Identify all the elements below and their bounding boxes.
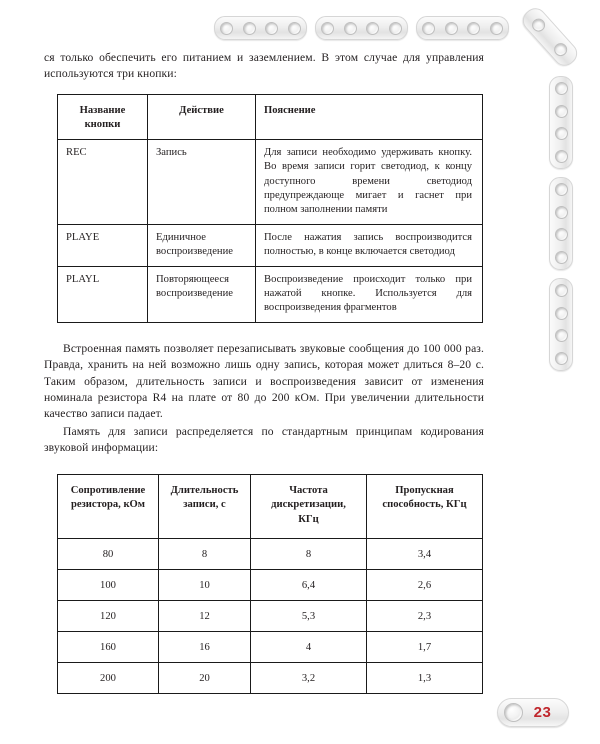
cell-sample-rate: 6,4 bbox=[251, 570, 367, 601]
header-line-2: способность, КГц bbox=[382, 499, 467, 511]
cell-action: Запись bbox=[148, 139, 256, 224]
cell-resistance: 200 bbox=[58, 663, 159, 694]
header-line-2: записи, с bbox=[183, 499, 226, 511]
beam-hole bbox=[555, 150, 568, 163]
cell-explanation: Для записи необходимо удерживать кнопку. Во время записи горит светодиод, к концу доступного времени светодиод предупреждающе мигает и гаснет при полном заполнении памяти bbox=[256, 139, 483, 224]
header-line-2: дискретизации, bbox=[271, 499, 346, 511]
paragraph-coding: Память для записи распределяется по стандартным принципам кодирования звуковой информации: bbox=[44, 425, 484, 455]
cell-sample-rate: 5,3 bbox=[251, 601, 367, 632]
header-line-1: Пропускная bbox=[395, 485, 454, 496]
beam-hole bbox=[552, 40, 570, 58]
beam-hole bbox=[467, 22, 480, 35]
beam-hole bbox=[555, 307, 568, 320]
col-header-button-name bbox=[58, 95, 148, 140]
header-line-1: Название bbox=[79, 105, 126, 116]
col-header-sample-rate bbox=[251, 475, 367, 539]
cell-resistance: 80 bbox=[58, 539, 159, 570]
table-row bbox=[58, 266, 483, 322]
memory-encoding-table bbox=[57, 474, 483, 694]
table-row bbox=[58, 224, 483, 266]
beam-hole bbox=[555, 127, 568, 140]
col-header-bandwidth bbox=[367, 475, 483, 539]
col-header-duration bbox=[159, 475, 251, 539]
header-line-3: КГц bbox=[298, 513, 319, 525]
beam-hole bbox=[445, 22, 458, 35]
beam-horizontal-3 bbox=[416, 16, 509, 40]
beam-hole bbox=[555, 206, 568, 219]
cell-bandwidth: 3,4 bbox=[367, 539, 483, 570]
beam-hole bbox=[555, 352, 568, 365]
beam-horizontal-1 bbox=[214, 16, 307, 40]
col-header-resistance bbox=[58, 475, 159, 539]
beam-hole bbox=[366, 22, 379, 35]
header-line-1: Сопротивление bbox=[70, 485, 146, 496]
table-row bbox=[58, 601, 483, 632]
beam-hole bbox=[389, 22, 402, 35]
beam-vertical-2 bbox=[549, 177, 573, 270]
header-line-1: Частота bbox=[289, 485, 328, 496]
beam-hole bbox=[288, 22, 301, 35]
beam-hole bbox=[490, 22, 503, 35]
beam-hole bbox=[220, 22, 233, 35]
cell-bandwidth: 2,3 bbox=[367, 601, 483, 632]
cell-sample-rate: 3,2 bbox=[251, 663, 367, 694]
table-row bbox=[58, 663, 483, 694]
table-row bbox=[58, 570, 483, 601]
beam-hole bbox=[243, 22, 256, 35]
table-row bbox=[58, 632, 483, 663]
beam-horizontal-2 bbox=[315, 16, 408, 40]
cell-resistance: 160 bbox=[58, 632, 159, 663]
page-number: 23 bbox=[533, 704, 552, 721]
header-line-1: Длительность bbox=[170, 485, 239, 496]
beam-vertical-1 bbox=[549, 76, 573, 169]
cell-duration: 16 bbox=[159, 632, 251, 663]
beam-hole bbox=[555, 284, 568, 297]
paragraph-intro: ся только обеспечить его питанием и заземлением. В этом случае для управления используются три кнопки: bbox=[44, 51, 484, 81]
beam-hole bbox=[265, 22, 278, 35]
beam-hole bbox=[555, 329, 568, 342]
button-function-table bbox=[57, 94, 483, 323]
cell-sample-rate: 4 bbox=[251, 632, 367, 663]
beam-diagonal-corner bbox=[518, 4, 581, 71]
cell-resistance: 100 bbox=[58, 570, 159, 601]
beam-hole bbox=[555, 105, 568, 118]
cell-button-name: REC bbox=[58, 139, 148, 224]
beam-hole bbox=[321, 22, 334, 35]
header-line-2: резистора, кОм bbox=[70, 499, 146, 511]
cell-action: Повторяющееся воспроизведение bbox=[148, 266, 256, 322]
table-header-row bbox=[58, 95, 483, 140]
cell-button-name: PLAYE bbox=[58, 224, 148, 266]
table-header-row bbox=[58, 475, 483, 539]
cell-duration: 10 bbox=[159, 570, 251, 601]
header-line-1: Действие bbox=[179, 105, 224, 116]
cell-sample-rate: 8 bbox=[251, 539, 367, 570]
cell-explanation: После нажатия запись воспроизводится полностью, в конце включается светодиод bbox=[256, 224, 483, 266]
header-line-2: кнопки bbox=[84, 119, 121, 131]
table-row bbox=[58, 539, 483, 570]
cell-bandwidth: 1,3 bbox=[367, 663, 483, 694]
col-header-explanation bbox=[256, 95, 483, 140]
beam-hole bbox=[555, 183, 568, 196]
beam-hole bbox=[555, 82, 568, 95]
cell-action: Единичное воспроизведение bbox=[148, 224, 256, 266]
cell-explanation: Воспроизведение происходит только при нажатой кнопке. Используется для воспроизведения фрагментов bbox=[256, 266, 483, 322]
cell-duration: 20 bbox=[159, 663, 251, 694]
cell-duration: 8 bbox=[159, 539, 251, 570]
cell-duration: 12 bbox=[159, 601, 251, 632]
cell-bandwidth: 1,7 bbox=[367, 632, 483, 663]
cell-resistance: 120 bbox=[58, 601, 159, 632]
table-row bbox=[58, 139, 483, 224]
beam-hole bbox=[530, 16, 548, 34]
beam-hole bbox=[344, 22, 357, 35]
cell-bandwidth: 2,6 bbox=[367, 570, 483, 601]
beam-hole bbox=[422, 22, 435, 35]
page-number-badge bbox=[497, 698, 569, 727]
beam-hole bbox=[504, 703, 523, 722]
beam-hole bbox=[555, 228, 568, 241]
header-line-1: Пояснение bbox=[264, 105, 316, 116]
cell-button-name: PLAYL bbox=[58, 266, 148, 322]
beam-vertical-3 bbox=[549, 278, 573, 371]
paragraph-memory: Встроенная память позволяет перезаписывать звуковые сообщения до 100 000 раз. Правда, хранить на ней возможно лишь одну запись, которая может длиться 8–20 с. Таким образом, длительность записи и воспроизведения зависит от изменения номинала резистора R4 на плате от 80 до 200 кОм. При увеличении длительности качество записи падает. bbox=[44, 342, 484, 421]
col-header-action bbox=[148, 95, 256, 140]
beam-hole bbox=[555, 251, 568, 264]
